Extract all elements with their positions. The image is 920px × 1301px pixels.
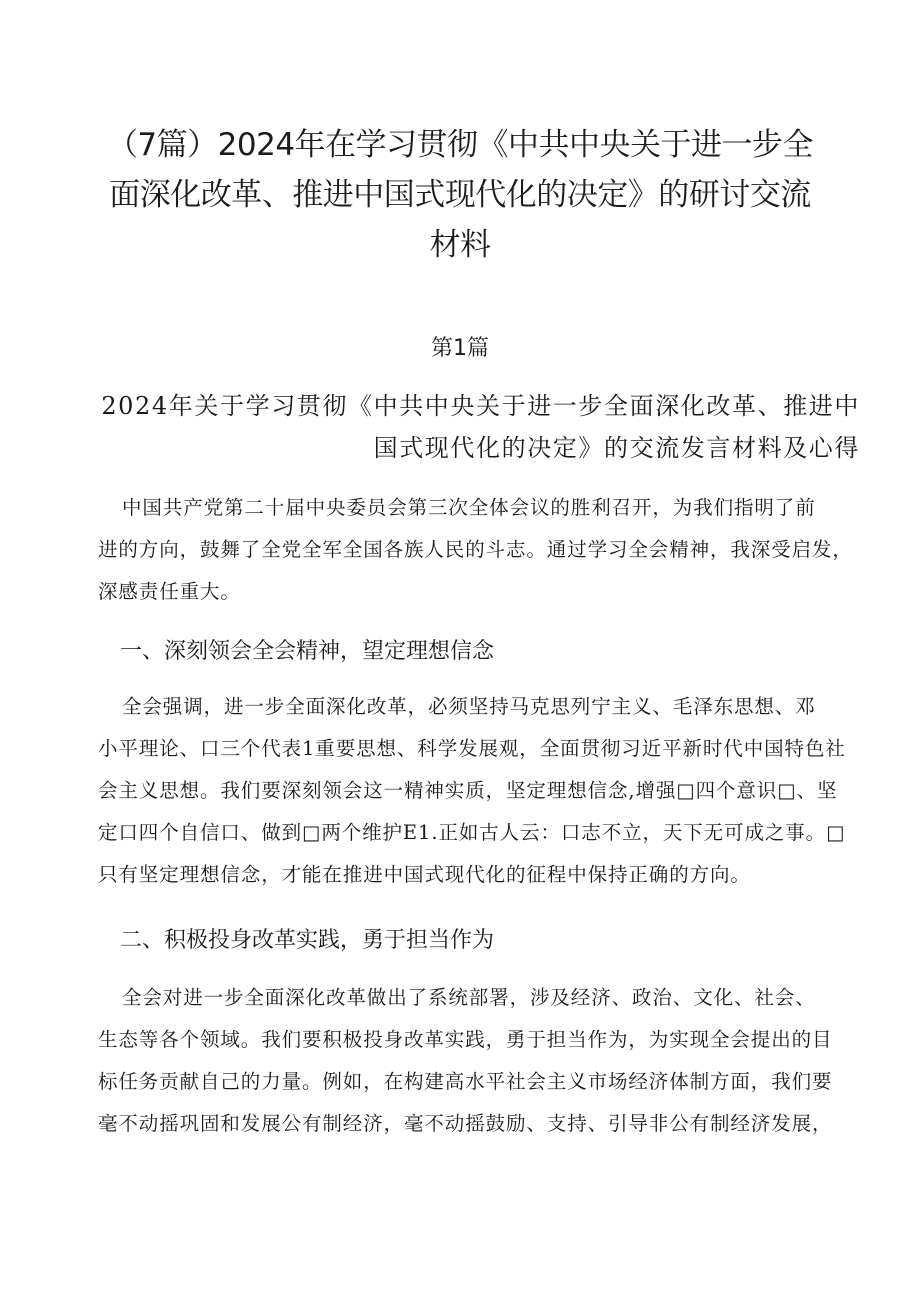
subtitle-line: 2024年关于学习贯彻《中共中央关于进一步全面深化改革、推进中 — [101, 392, 860, 420]
title-line: 面深化改革、推进中国式现代化的决定》的研讨交流 — [109, 177, 811, 213]
paragraph-line: 中国共产党第二十届中央委员会第三次全体会议的胜利召开，为我们指明了前 — [122, 496, 816, 519]
paragraph-line: 全会对进一步全面深化改革做出了系统部署，涉及经济、政治、文化、社会、 — [122, 986, 816, 1009]
intro-paragraph — [98, 487, 858, 613]
paragraph-line: 毫不动摇巩固和发展公有制经济，毫不动摇鼓励、支持、引导非公有制经济发展， — [98, 1112, 833, 1135]
title-line: （7篇）2024年在学习贯彻《中共中央关于进一步全 — [106, 127, 814, 163]
section-heading-2: 二、积极投身改革实践，勇于担当作为 — [120, 928, 495, 953]
title-line: 材料 — [429, 227, 491, 263]
paragraph-line: 定口四个自信口、做到□两个维护E1.正如古人云：口志不立，天下无可成之事。□ — [98, 821, 846, 844]
paragraph-line: 只有坚定理想信念，才能在推进中国式现代化的征程中保持正确的方向。 — [98, 863, 751, 886]
section-heading-1: 一、深刻领会全会精神，望定理想信念 — [120, 639, 495, 664]
paragraph-line: 进的方向，鼓舞了全党全军全国各族人民的斗志。通过学习全会精神，我深受启发， — [98, 538, 853, 561]
paragraph-line: 生态等各个领域。我们要积极投身改革实践，勇于担当作为，为实现全会提出的目 — [98, 1028, 833, 1051]
article-subtitle — [60, 385, 860, 469]
paragraph-line: 深感责任重大。 — [98, 580, 241, 603]
paragraph-line: 会主义思想。我们要深刻领会这一精神实质，坚定理想信念,增强□四个意识□、坚 — [98, 779, 838, 802]
chapter-label: 第1篇 — [431, 336, 489, 361]
document-title — [90, 120, 830, 270]
section2-paragraph — [98, 977, 858, 1145]
paragraph-line: 小平理论、口三个代表1重要思想、科学发展观，全面贯彻习近平新时代中国特色社 — [98, 737, 846, 760]
section1-paragraph — [98, 686, 858, 896]
subtitle-line: 国式现代化的决定》的交流发言材料及心得 — [373, 434, 860, 462]
paragraph-line: 标任务贡献自己的力量。例如，在构建高水平社会主义市场经济体制方面，我们要 — [98, 1070, 833, 1093]
paragraph-line: 全会强调，进一步全面深化改革，必须坚持马克思列宁主义、毛泽东思想、邓 — [122, 695, 816, 718]
